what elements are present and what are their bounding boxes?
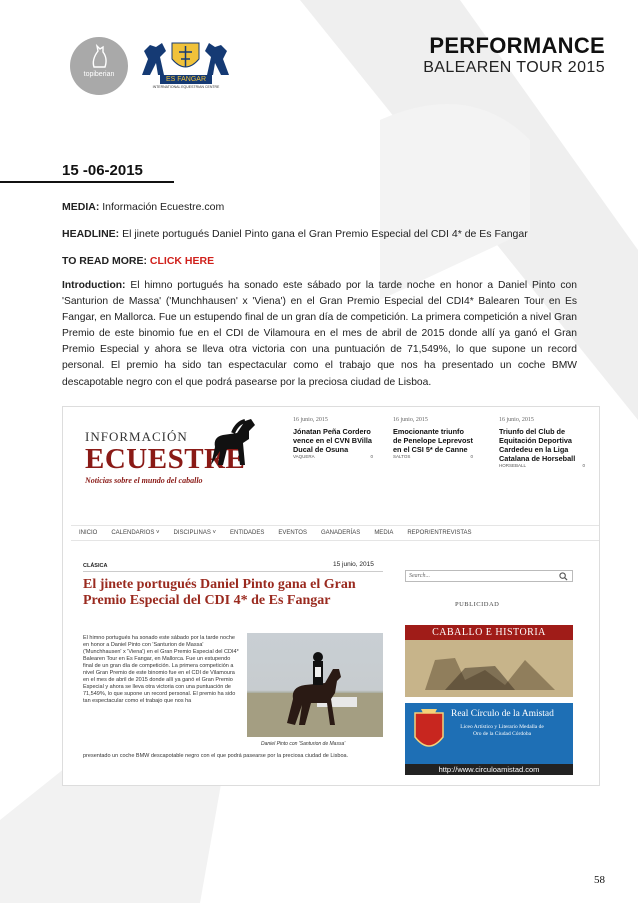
comment-count: 0 bbox=[470, 454, 473, 459]
read-more-line bbox=[62, 255, 214, 267]
ad2-title: Real Círculo de la Amistad bbox=[451, 709, 554, 719]
news-item[interactable] bbox=[393, 417, 473, 459]
site-navigation bbox=[71, 525, 599, 541]
nav-item[interactable]: REPOR/ENTREVISTAS bbox=[407, 530, 472, 536]
news-date: 16 junio, 2015 bbox=[499, 417, 534, 423]
topiberian-logo bbox=[70, 37, 128, 95]
rearing-horses-icon bbox=[138, 37, 233, 77]
rider-photo bbox=[247, 633, 383, 737]
news-meta: HORSEBALL 0 bbox=[499, 463, 585, 468]
article-title: El jinete portugués Daniel Pinto gana el Gran Premio Especial del CDI 4* de Es Fangar bbox=[83, 577, 356, 608]
search-input[interactable] bbox=[405, 570, 573, 582]
es-fangar-brand: ES FANGAR bbox=[160, 75, 212, 84]
caballo-historia-ad[interactable] bbox=[405, 625, 573, 697]
horse-silhouette-icon bbox=[203, 413, 263, 473]
ad2-url[interactable]: http://www.circuloamistad.com bbox=[405, 764, 573, 775]
horse-head-icon bbox=[86, 43, 112, 69]
intro-text: El himno portugués ha sonado este sábado por la tarde noche en honor a Daniel Pinto con 'Santurion de Massa' ('Munchhausen' x 'Viena') en el Gran Premio Especial del CDI4* Balearen Tour en Es Fangar, en Mallorca. Fue un estupendo final de un gran día de competición. La primera competición a nivel Gran Premio de este binomio fue en el CDI de Vilamoura en el mes de abril de 2015 donde allí ya ganó el Gran Premio Especial y ahora se lleva otra victoria con una puntuación de 71,549%, lo que supone un record personal. El premio ha sido tan espectacular como el trabajo que nos ha presentado un coche BMW descapotable negro con el que podrá pasearse por la preciosa ciudad de Lisboa. bbox=[62, 280, 577, 388]
article-body: El himno portugués ha sonado este sábado por la tarde noche en honor a Daniel Pinto con 'Santurion de Massa' ('Munchhausen' x 'Viena') en el Gran Premio Especial del CDI4* Balearen Tour en Es Fangar, en Mallorca. Fue un estupendo final de un gran día de competición. La primera competición a nivel Gran Premio de este binomio fue en el CDI de Vilamoura en el mes de abril de 2015 donde allí ya ganó el Gran Premio Especial y ahora se lleva otra victoria con una puntuación de 71,549%, lo que supone un record personal. El premio ha sido tan espectacular como el trabajo que nos ha bbox=[83, 635, 239, 704]
media-value: Información Ecuestre.com bbox=[99, 201, 225, 213]
website-screenshot bbox=[62, 406, 600, 786]
nav-item[interactable]: INICIO bbox=[79, 530, 98, 536]
comment-count: 0 bbox=[370, 454, 373, 459]
article-category: CLÁSICA bbox=[83, 563, 108, 569]
coat-of-arms-icon bbox=[411, 707, 447, 759]
nav-item[interactable]: EVENTOS bbox=[278, 530, 307, 536]
nav-item[interactable]: MEDIA bbox=[374, 530, 394, 536]
news-meta: VAQUERA 0 bbox=[293, 454, 373, 459]
news-title[interactable]: Triunfo del Club de Equitación Deportiva Cardedeu en la Liga Catalana de Horseball bbox=[499, 427, 576, 463]
ie-logo-tagline: Noticias sobre el mundo del caballo bbox=[85, 476, 203, 485]
intro-label: Introduction: bbox=[62, 280, 126, 291]
ad1-title: CABALLO E HISTORIA bbox=[405, 625, 573, 640]
entry-date: 15 -06-2015 bbox=[62, 162, 143, 179]
search-placeholder: Search... bbox=[409, 573, 430, 579]
article-date: 15 junio, 2015 bbox=[333, 561, 374, 568]
nav-item[interactable]: CALENDARIOS ˅ bbox=[111, 530, 160, 536]
news-item[interactable] bbox=[499, 417, 585, 468]
engraving-illustration bbox=[405, 640, 573, 697]
headline-line bbox=[62, 228, 528, 240]
date-underline bbox=[0, 181, 174, 183]
news-item[interactable] bbox=[293, 417, 373, 459]
news-date: 16 junio, 2015 bbox=[293, 417, 328, 423]
nav-item[interactable]: GANADERÍAS bbox=[320, 530, 361, 536]
news-meta: SALTOS 0 bbox=[393, 454, 473, 459]
click-here-link[interactable]: CLICK HERE bbox=[149, 255, 215, 267]
news-date: 16 junio, 2015 bbox=[393, 417, 428, 423]
topiberian-text: topiberian bbox=[83, 71, 115, 78]
media-label: MEDIA: bbox=[62, 201, 100, 213]
page-subtitle: BALEAREN TOUR 2015 bbox=[423, 59, 605, 76]
es-fangar-logo bbox=[138, 37, 233, 95]
news-title[interactable]: Jónatan Peña Cordero vence en el CVN BVilla Ducal de Osuna bbox=[293, 427, 372, 454]
ie-logo-line1: INFORMACIÓN bbox=[85, 429, 188, 444]
es-fangar-subtitle: INTERNATIONAL EQUESTRIAN CENTRE bbox=[152, 85, 220, 89]
rider-horse-image bbox=[247, 633, 383, 737]
read-more-label: TO READ MORE: bbox=[62, 255, 150, 267]
nav-item[interactable]: DISCIPLINAS ˅ bbox=[173, 530, 217, 536]
page-title: PERFORMANCE bbox=[429, 33, 605, 58]
ad2-subtitle: Liceo Artístico y Literario Medalla de Oro de la Ciudad Córdoba bbox=[460, 724, 544, 737]
media-line bbox=[62, 201, 224, 213]
page-number: 58 bbox=[594, 874, 605, 886]
photo-caption: Daniel Pinto con 'Santurion de Massa' bbox=[261, 741, 346, 747]
news-title[interactable]: Emocionante triunfo de Penelope Leprevost en el CSI 5* de Canne bbox=[393, 427, 473, 454]
article-tail: presentado un coche BMW descapotable negro con el que podrá pasearse por la preciosa ciudad de Lisboa. bbox=[83, 753, 349, 759]
nav-item[interactable]: ENTIDADES bbox=[230, 530, 265, 536]
circulo-amistad-ad[interactable] bbox=[405, 703, 573, 775]
headline-value: El jinete portugués Daniel Pinto gana el Gran Premio Especial del CDI 4* de Es Fangar bbox=[119, 228, 528, 240]
article-divider bbox=[83, 571, 383, 572]
headline-label: HEADLINE: bbox=[62, 228, 120, 240]
search-icon[interactable] bbox=[559, 572, 568, 581]
introduction-paragraph bbox=[62, 278, 577, 391]
publicidad-heading: PUBLICIDAD bbox=[455, 601, 500, 608]
ie-logo-line2: ECUESTRE bbox=[85, 443, 246, 475]
comment-count: 0 bbox=[582, 463, 585, 468]
